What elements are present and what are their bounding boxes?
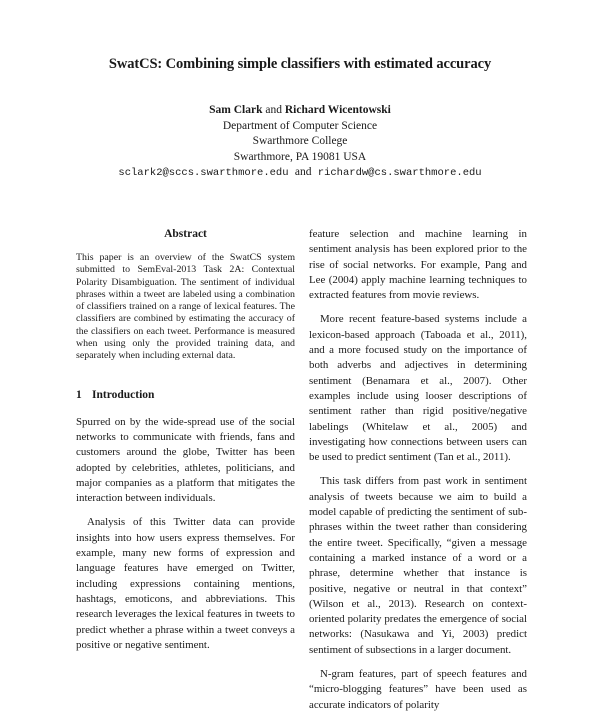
email-2: richardw@cs.swarthmore.edu [317, 167, 482, 179]
author-and: and [265, 104, 282, 116]
email-and: and [294, 166, 312, 178]
right-paragraph-1: feature selection and machine learning in sentiment analysis has been explored prior to the rise of social networks. For example, Pang and Lee (2004) apply machine learning techniques to extracted features from movie reviews. [309, 228, 527, 302]
author-block [0, 103, 600, 182]
department: Department of Computer Science [222, 119, 378, 132]
author-1: Sam Clark [209, 104, 263, 116]
abstract-heading: Abstract [164, 228, 207, 240]
author-names [0, 103, 600, 119]
intro-paragraph-1: Spurred on by the wide-spread use of the social networks to communicate with friends, fans and customers around the globe, Twitter has been adopted by celebrities, athletes, politicians, and major companies as a platform that mitigates the interaction between individuals. [76, 415, 295, 505]
author-2: Richard Wicentowski [284, 104, 391, 116]
intro-paragraph-2: Analysis of this Twitter data can provide insights into how users express themselves. For example, many new forms of expression and language features have emerged on Twitter, including expressions containing mentions, hashtags, emoticons, and abbreviations. This research leverages the lexical features in tweets to predict whether a phrase within a tweet conveys a positive or negative sentiment. [76, 516, 295, 651]
section-number: 1 [76, 388, 82, 401]
author-emails [0, 165, 600, 182]
abstract-text: This paper is an overview of the SwatCS system submitted to SemEval-2013 Task 2A: Contextual Polarity Disambiguation. The sentiment of individual phrases within a tweet are labeled using a combination of classifiers trained on a range of lexical features. The classifiers are combined by estimating the accuracy of the classifiers on each tweet. Performance is measured when using only the provided training data, and separately when including external data. [76, 252, 295, 362]
college: Swarthmore College [252, 135, 348, 147]
paper-title: SwatCS: Combining simple classifiers with estimated accuracy [108, 56, 492, 72]
email-1: sclark2@sccs.swarthmore.edu [118, 167, 289, 179]
right-column [309, 227, 527, 713]
left-column [76, 227, 295, 653]
right-paragraph-2: More recent feature-based systems include a lexicon-based approach (Taboada et al., 2011), and a more focused study on the importance of both adverbs and adjectives in determining sentiment (Benamara et al., 2007). Other examples include using looser descriptions of sentiment rather than rigid positive/negative labelings (Whitelaw et al., 2005) and investigating how connections between users can be used to predict sentiment (Tan et al., 2011). [309, 313, 527, 464]
right-paragraph-3: This task differs from past work in sentiment analysis of tweets because we aim to build a model capable of predicting the sentiment of sub-phrases within the tweet rather than considering the entire tweet. Specifically, “given a message containing a marked instance of a word or a phrase, determine whether that instance is positive, negative or neutral in that context” (Wilson et al., 2013). Research on context-oriented polarity predates the emergence of social networks: (Nasukawa and Yi, 2003) predict sentiment of subsections in a larger document. [309, 475, 527, 656]
section-heading-introduction [76, 388, 295, 403]
location: Swarthmore, PA 19081 USA [233, 150, 367, 163]
right-paragraph-4: N-gram features, part of speech features and “micro-blogging features” have been used as accurate indicators of polarity [309, 668, 527, 711]
section-title: Introduction [92, 388, 155, 401]
